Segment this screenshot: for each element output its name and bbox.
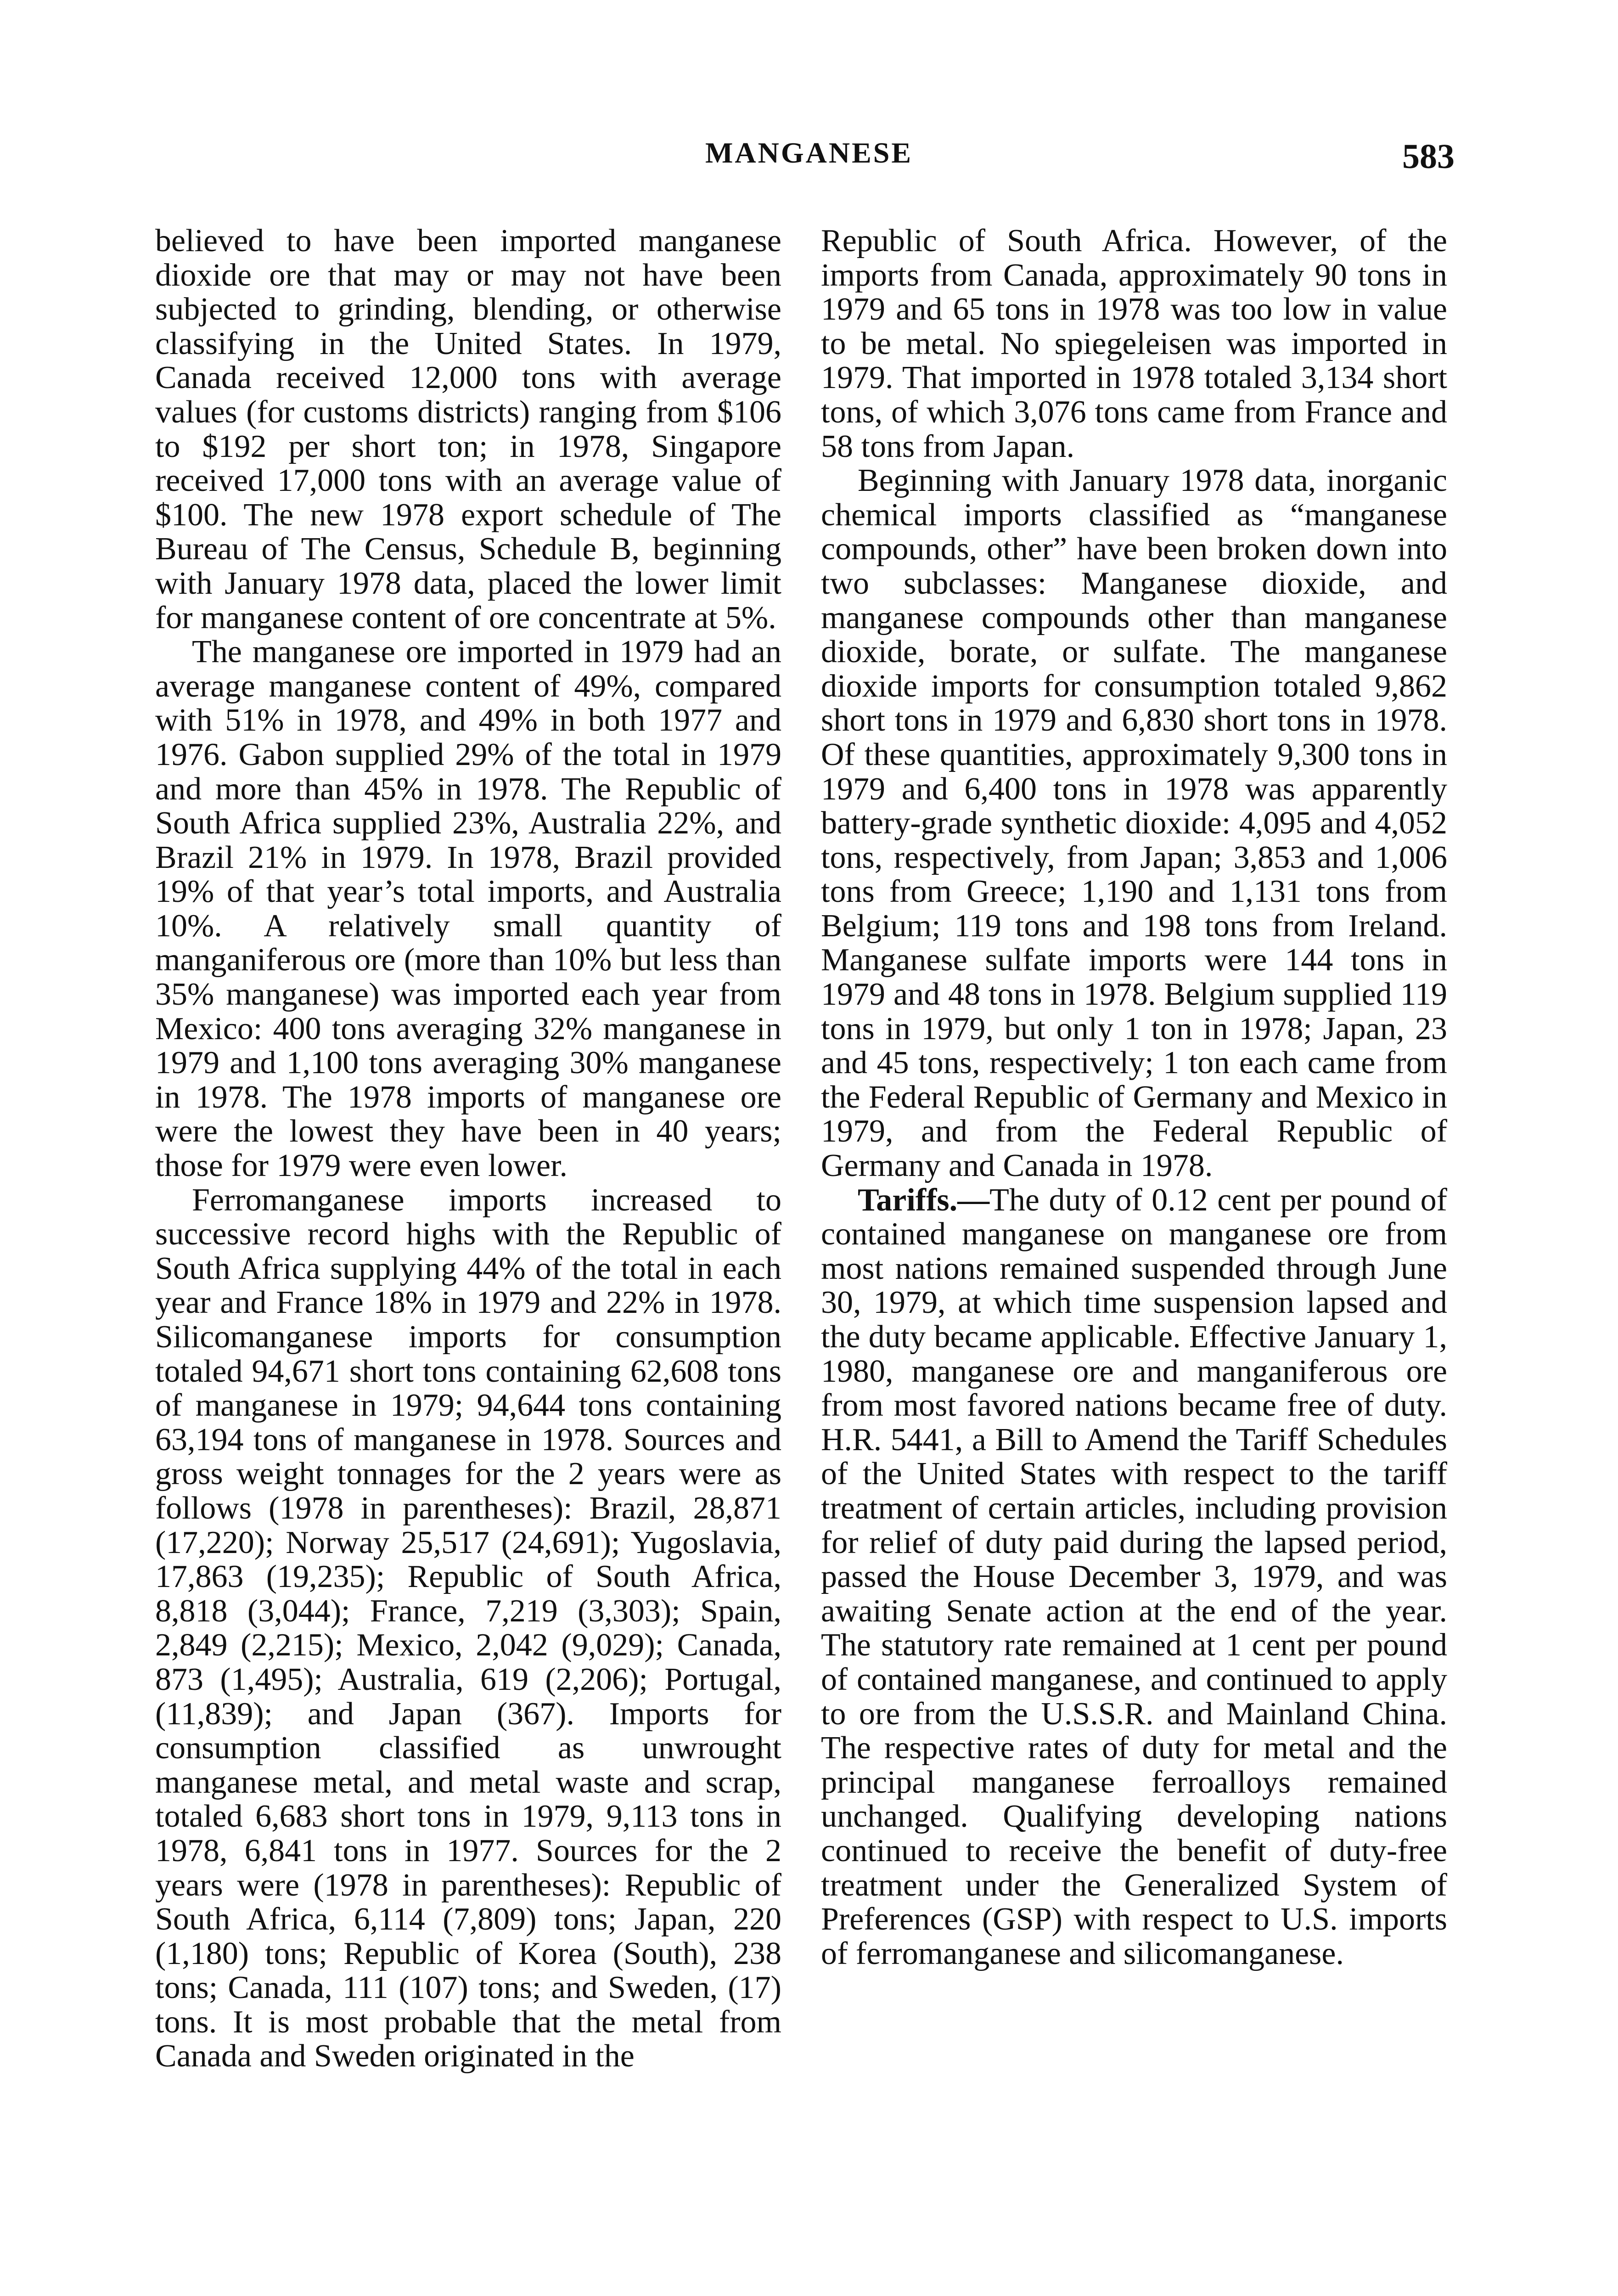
tariffs-heading: Tariffs.—	[858, 1182, 990, 1218]
paragraph-ferromanganese-imports: Ferromanganese imports increased to successive record highs with the Republic of South Africa supplying 44% of the total in each year and France 18% in 1979 and 22% in 1978. Silicomanganese imports for consumption totaled 94,671 short tons containing 62,608 tons of manganese in 1979; 94,644 tons containing 63,194 tons of manganese in 1978. Sources and gross weight tonnages for the 2 years were as follows (1978 in parentheses): Brazil, 28,871 (17,220); Norway 25,517 (24,691); Yugoslavia, 17,863 (19,235); Republic of South Africa, 8,818 (3,044); France, 7,219 (3,303); Spain, 2,849 (2,215); Mexico, 2,042 (9,029); Canada, 873 (1,495); Australia, 619 (2,206); Portugal, (11,839); and Japan (367). Imports for consumption classified as unwrought manganese metal, and metal waste and scrap, totaled 6,683 short tons in 1979, 9,113 tons in 1978, 6,841 tons in 1977. Sources for the 2 years were (1978 in parentheses): Republic of South Africa, 6,114 (7,809) tons; Japan, 220 (1,180) tons; Republic of Korea (South), 238 tons; Canada, 111 (107) tons; and Sweden, (17) tons. It is most probable that the metal from Canada and Sweden originated in the	[155, 1182, 781, 2074]
paragraph-spiegeleisen-imports: Republic of South Africa. However, of the imports from Canada, approximately 90 tons in 1979 and 65 tons in 1978 was too low in value to be metal. No spiegeleisen was imported in 1979. That imported in 1978 totaled 3,134 short tons, of which 3,076 tons came from France and 58 tons from Japan.	[821, 223, 1447, 464]
tariffs-body: The duty of 0.12 cent per pound of contained manganese on manganese ore from most nations remained suspended through June 30, 1979, at which time suspension lapsed and the duty became applicable. Effective January 1, 1980, manganese ore and manganiferous ore from most favored nations became free of duty. H.R. 5441, a Bill to Amend the Tariff Schedules of the United States with respect to the tariff treatment of certain articles, including provision for relief of duty paid during the lapsed period, passed the House December 3, 1979, and was awaiting Senate action at the end of the year. The statutory rate remained at 1 cent per pound of contained manganese, and continued to apply to ore from the U.S.S.R. and Mainland China. The respective rates of duty for metal and the principal manganese ferroalloys remained unchanged. Qualifying developing nations continued to receive the benefit of duty-free treatment under the Generalized System of Preferences (GSP) with respect to U.S. imports of ferromanganese and silicomanganese.	[821, 1182, 1447, 1971]
right-column	[821, 224, 1447, 1971]
paragraph-manganese-dioxide-exports: believed to have been imported manganese dioxide ore that may or may not have been subjected to grinding, blending, or otherwise classifying in the United States. In 1979, Canada received 12,000 tons with average values (for customs districts) ranging from $106 to $192 per short ton; in 1978, Singapore received 17,000 tons with an average value of $100. The new 1978 export schedule of The Bureau of The Census, Schedule B, beginning with January 1978 data, placed the lower limit for manganese content of ore concentrate at 5%.	[155, 223, 781, 636]
page-number: 583	[1402, 137, 1455, 176]
paragraph-tariffs	[821, 1183, 1447, 1971]
paragraph-manganese-compounds: Beginning with January 1978 data, inorganic chemical imports classified as “manganese compounds, other” have been broken down into two subclasses: Manganese dioxide, and manganese compounds other than manganese dioxide, borate, or sulfate. The manganese dioxide imports for consumption totaled 9,862 short tons in 1979 and 6,830 short tons in 1978. Of these quantities, approximately 9,300 tons in 1979 and 6,400 tons in 1978 was apparently battery-grade synthetic dioxide: 4,095 and 4,052 tons, respectively, from Japan; 3,853 and 1,006 tons from Greece; 1,190 and 1,131 tons from Belgium; 119 tons and 198 tons from Ireland. Manganese sulfate imports were 144 tons in 1979 and 48 tons in 1978. Belgium supplied 119 tons in 1979, but only 1 ton in 1978; Japan, 23 and 45 tons, respectively; 1 ton each came from the Federal Republic of Germany and Mexico in 1979, and from the Federal Republic of Germany and Canada in 1978.	[821, 463, 1447, 1184]
running-title: MANGANESE	[705, 136, 913, 169]
left-column	[155, 224, 781, 2074]
paragraph-manganese-ore-imports: The manganese ore imported in 1979 had an average manganese content of 49%, compared with 51% in 1978, and 49% in both 1977 and 1976. Gabon supplied 29% of the total in 1979 and more than 45% in 1978. The Republic of South Africa supplied 23%, Australia 22%, and Brazil 21% in 1979. In 1978, Brazil provided 19% of that year’s total imports, and Australia 10%. A relatively small quantity of manganiferous ore (more than 10% but less than 35% manganese) was imported each year from Mexico: 400 tons averaging 32% manganese in 1979 and 1,100 tons averaging 30% manganese in 1978. The 1978 imports of manganese ore were the lowest they have been in 40 years; those for 1979 were even lower.	[155, 634, 781, 1184]
